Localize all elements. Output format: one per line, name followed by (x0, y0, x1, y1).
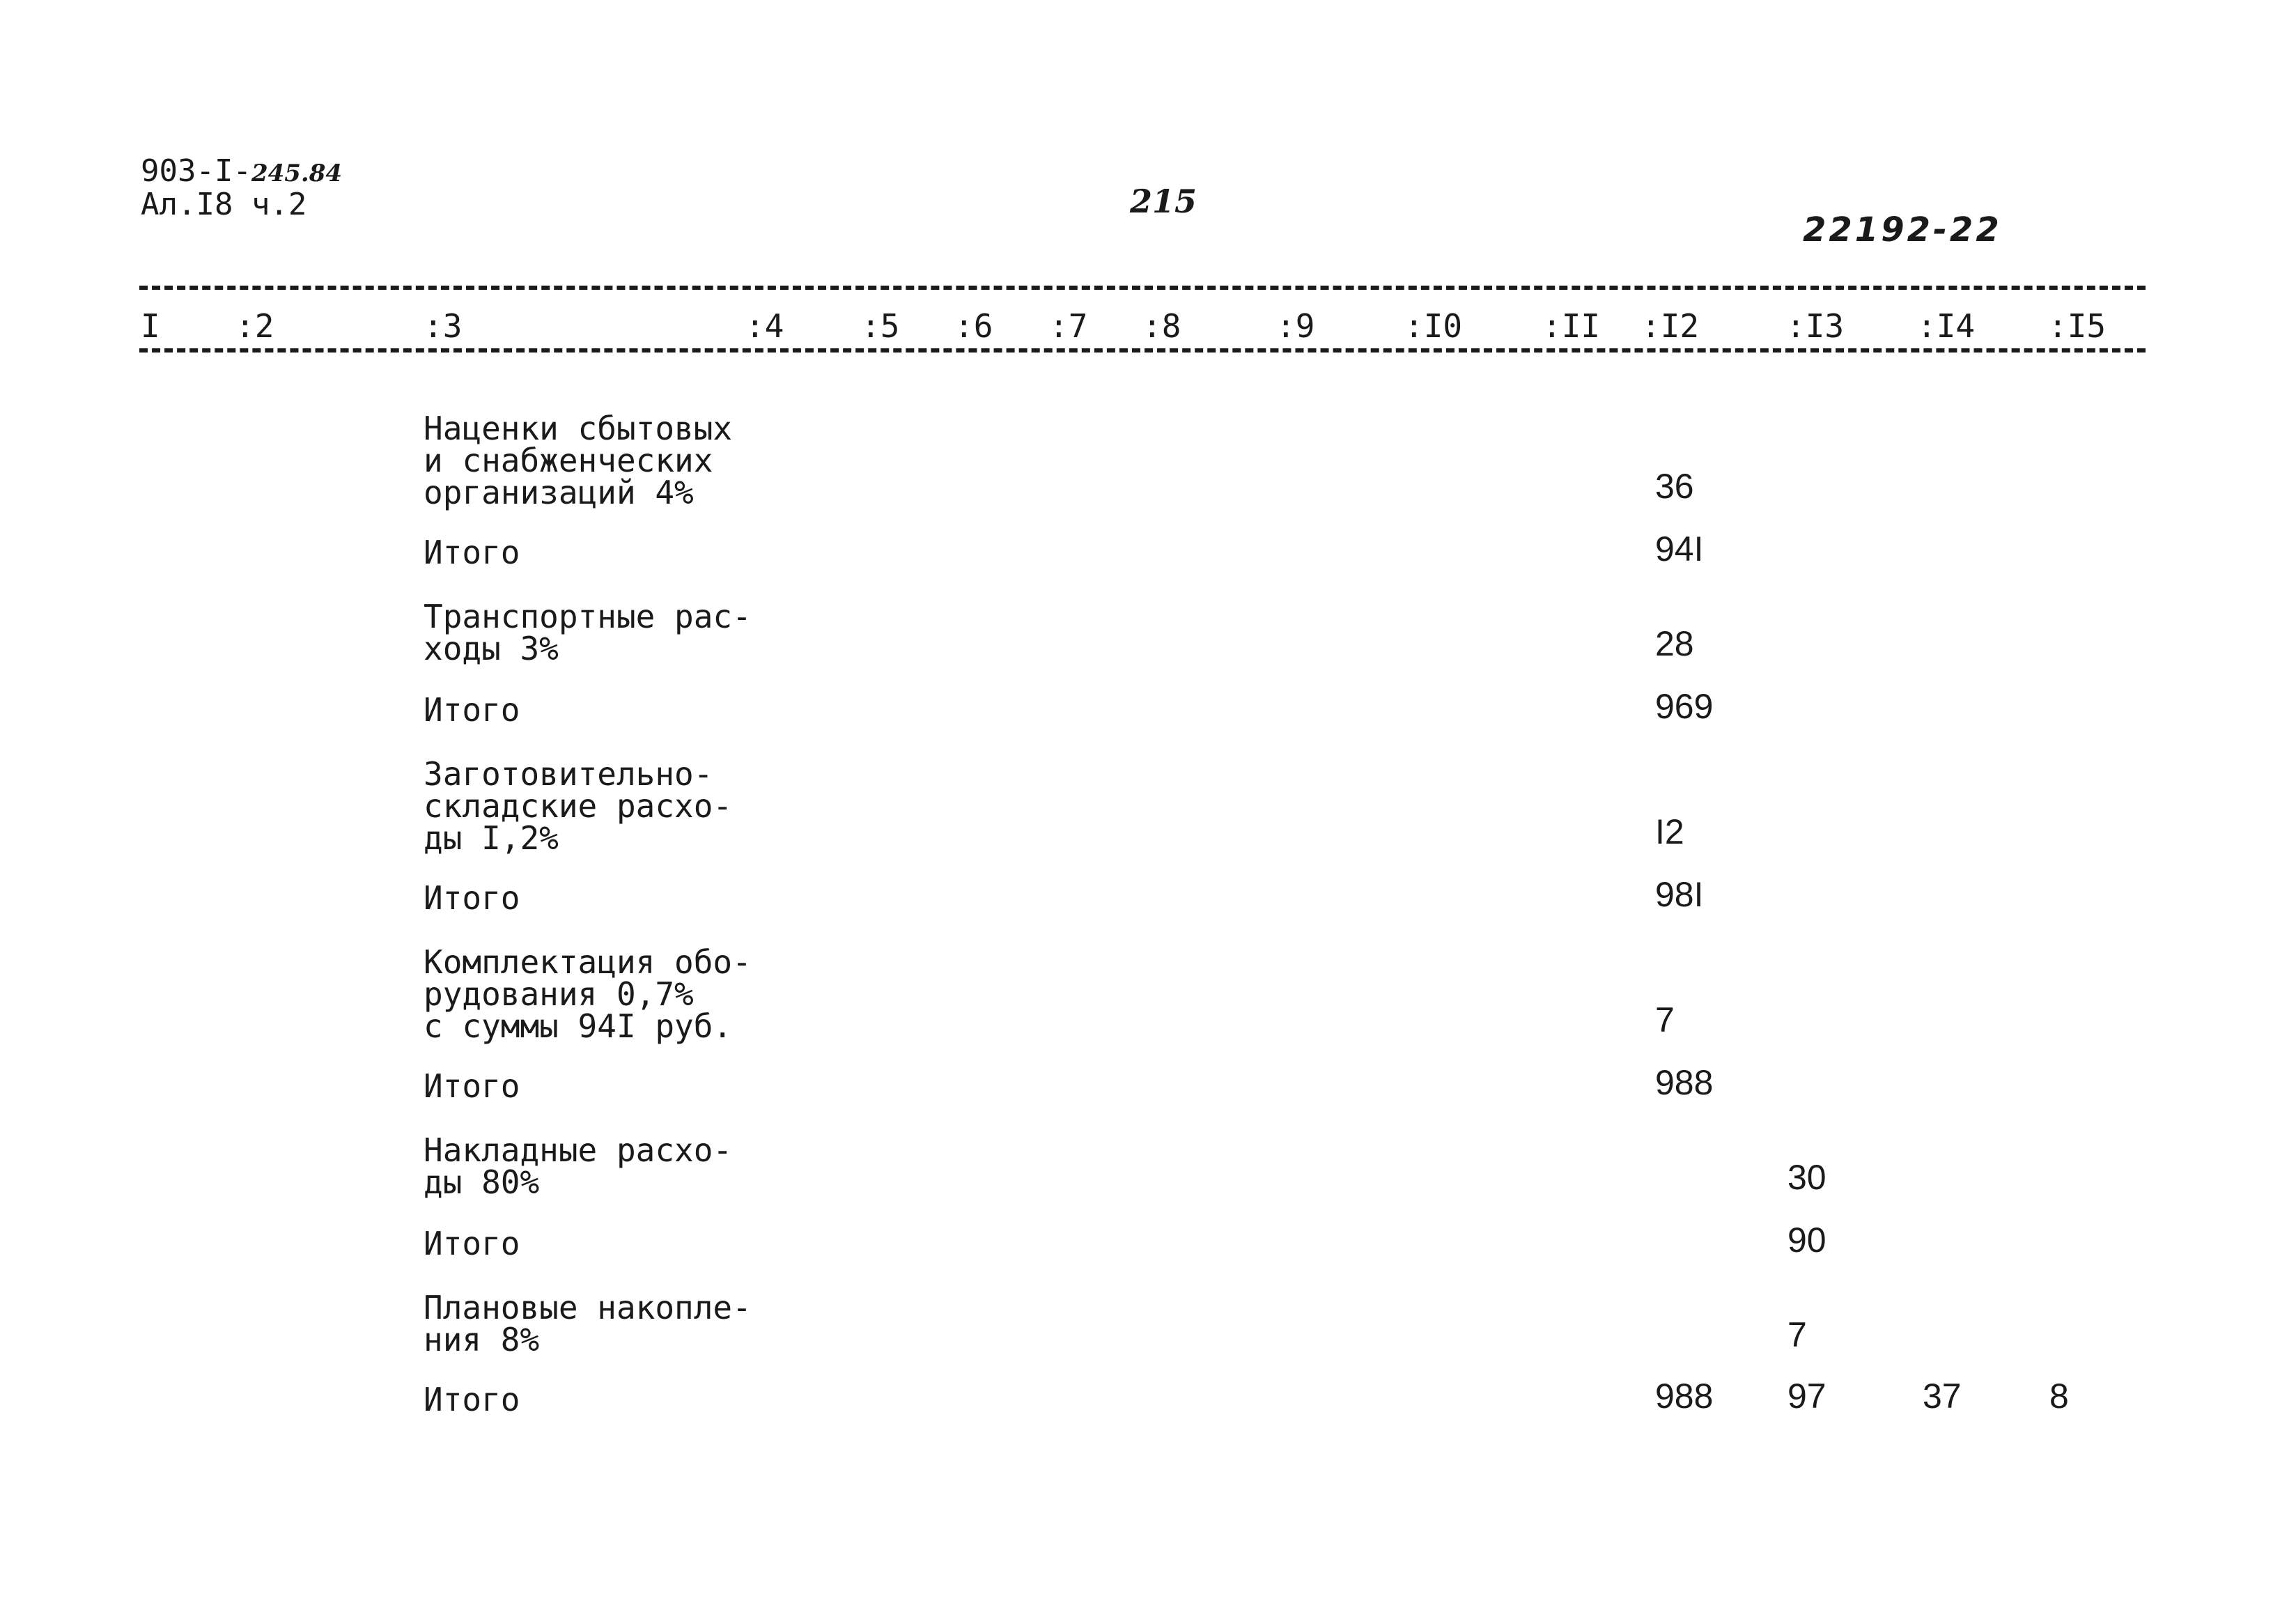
row-col12-value: 94I (1655, 529, 1704, 568)
column-header-14: :I4 (1917, 307, 1976, 345)
row-description: Комплектация обо- рудования 0,7% с суммы 94I руб. (424, 943, 752, 1045)
row-col14-value: 37 (1923, 1377, 1962, 1416)
row-description: Заготовительно- складские расхо- ды I,2% (424, 755, 733, 857)
column-header-7: :7 (1049, 307, 1088, 345)
row-col12-value: I2 (1655, 812, 1684, 851)
document-code-prefix: 903-I- (141, 153, 251, 189)
row-col12-value: 988 (1655, 1377, 1714, 1416)
row-description: Итого (424, 1067, 520, 1105)
column-header-15: :I5 (2048, 307, 2107, 345)
row-col12-value: 988 (1655, 1063, 1714, 1102)
header-bottom-rule (139, 348, 2146, 353)
row-description: Итого (424, 534, 520, 571)
column-header-6: :6 (954, 307, 993, 345)
row-description: Транспортные рас- ходы 3% (424, 598, 752, 667)
row-description: Накладные расхо- ды 80% (424, 1131, 733, 1201)
column-header-9: :9 (1276, 307, 1315, 345)
row-col12-value: 98I (1655, 875, 1704, 914)
row-col12-value: 28 (1655, 624, 1694, 663)
row-description: Итого (424, 1381, 520, 1418)
row-col12-value: 7 (1655, 1000, 1675, 1039)
page-number: 215 (1130, 183, 1197, 220)
column-header-3: :3 (424, 307, 463, 345)
row-col15-value: 8 (2049, 1377, 2069, 1416)
row-col13-value: 97 (1787, 1377, 1826, 1416)
row-col13-value: 30 (1787, 1158, 1826, 1197)
row-description: Итого (424, 691, 520, 729)
column-header-5: :5 (861, 307, 900, 345)
album-line: Ал.I8 ч.2 (141, 187, 307, 222)
column-header-4: :4 (745, 307, 784, 345)
document-code-handwritten: 245.84 (251, 160, 343, 187)
document-number: 22192-22 (1803, 210, 2002, 249)
row-col12-value: 36 (1655, 467, 1694, 506)
row-description: Итого (424, 1225, 520, 1262)
column-header-8: :8 (1142, 307, 1181, 345)
row-col13-value: 7 (1787, 1315, 1807, 1354)
row-description: Наценки сбытовых и снабженческих организаций 4% (424, 410, 733, 511)
column-header-2: :2 (235, 307, 274, 345)
header-top-rule (139, 286, 2146, 290)
row-description: Итого (424, 879, 520, 917)
row-col13-value: 90 (1787, 1221, 1826, 1260)
column-header-13: :I3 (1786, 307, 1845, 345)
row-col12-value: 969 (1655, 687, 1714, 726)
row-description: Плановые накопле- ния 8% (424, 1289, 752, 1358)
column-header-10: :I0 (1404, 307, 1463, 345)
column-header-1: I (141, 307, 160, 345)
document-code (141, 155, 342, 190)
column-header-12: :I2 (1641, 307, 1700, 345)
column-header-11: :II (1542, 307, 1601, 345)
